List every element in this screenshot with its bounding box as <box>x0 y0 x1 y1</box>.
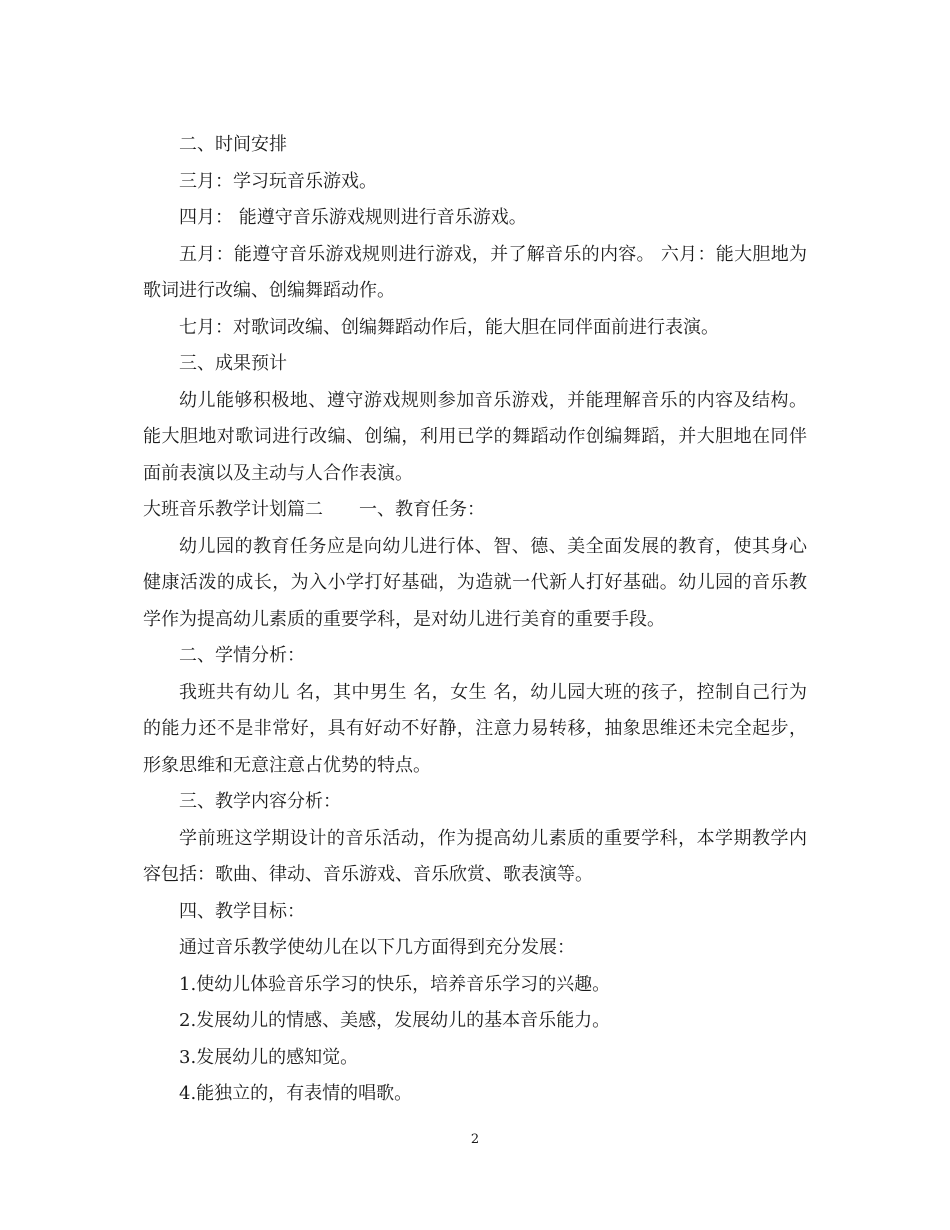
paragraph-learning-analysis: 我班共有幼儿 名，其中男生 名，女生 名，幼儿园大班的孩子，控制自己行为的能力还不是非常好，具有好动不好静，注意力易转移，抽象思维还未完全起步，形象思维和无意注意占优势的特点。 <box>143 681 807 776</box>
section-heading-content-analysis: 三、教学内容分析： <box>179 791 341 812</box>
section-heading-expected-results: 三、成果预计 <box>179 353 287 374</box>
section-heading-learning-analysis: 二、学情分析： <box>179 645 305 666</box>
paragraph-education-task: 幼儿园的教育任务应是向幼儿进行体、智、德、美全面发展的教育，使其身心健康活泼的成长，为入小学打好基础，为造就一代新人打好基础。幼儿园的音乐教学作为提高幼儿素质的重要学科，是对幼儿进行美育的重要手段。 <box>143 535 807 630</box>
document-body <box>143 127 807 1113</box>
paragraph-july: 七月：对歌词改编、创编舞蹈动作后，能大胆在同伴面前进行表演。 <box>179 316 719 338</box>
paragraph-expected-results: 幼儿能够积极地、遵守游戏规则参加音乐游戏，并能理解音乐的内容及结构。能大胆地对歌词进行改编、创编，利用已学的舞蹈动作创编舞蹈，并大胆地在同伴面前表演以及主动与人合作表演。 <box>143 389 807 484</box>
section-heading-time-schedule: 二、时间安排 <box>179 134 287 155</box>
page-number: 2 <box>470 1132 480 1147</box>
list-item-goal-2: 2.发展幼儿的情感、美感，发展幼儿的基本音乐能力。 <box>179 1010 611 1031</box>
section-heading-teaching-goals: 四、教学目标： <box>179 900 305 922</box>
list-item-goal-4: 4.能独立的，有表情的唱歌。 <box>179 1083 413 1104</box>
paragraph-teaching-goals-intro: 通过音乐教学使幼儿在以下几方面得到充分发展： <box>179 937 575 958</box>
list-item-goal-3: 3.发展幼儿的感知觉。 <box>179 1046 359 1068</box>
paragraph-april: 四月： 能遵守音乐游戏规则进行音乐游戏。 <box>179 207 527 228</box>
paragraph-may-june: 五月：能遵守音乐游戏规则进行游戏，并了解音乐的内容。 六月：能大胆地为歌词进行改编、创编舞蹈动作。 <box>143 243 807 301</box>
paragraph-march: 三月：学习玩音乐游戏。 <box>179 170 377 192</box>
plan-title-part-two: 大班音乐教学计划篇二 一、教育任务： <box>143 499 485 520</box>
paragraph-content-analysis: 学前班这学期设计的音乐活动，作为提高幼儿素质的重要学科，本学期教学内容包括：歌曲、律动、音乐游戏、音乐欣赏、歌表演等。 <box>143 827 807 885</box>
list-item-goal-1: 1.使幼儿体验音乐学习的快乐，培养音乐学习的兴趣。 <box>179 973 611 995</box>
